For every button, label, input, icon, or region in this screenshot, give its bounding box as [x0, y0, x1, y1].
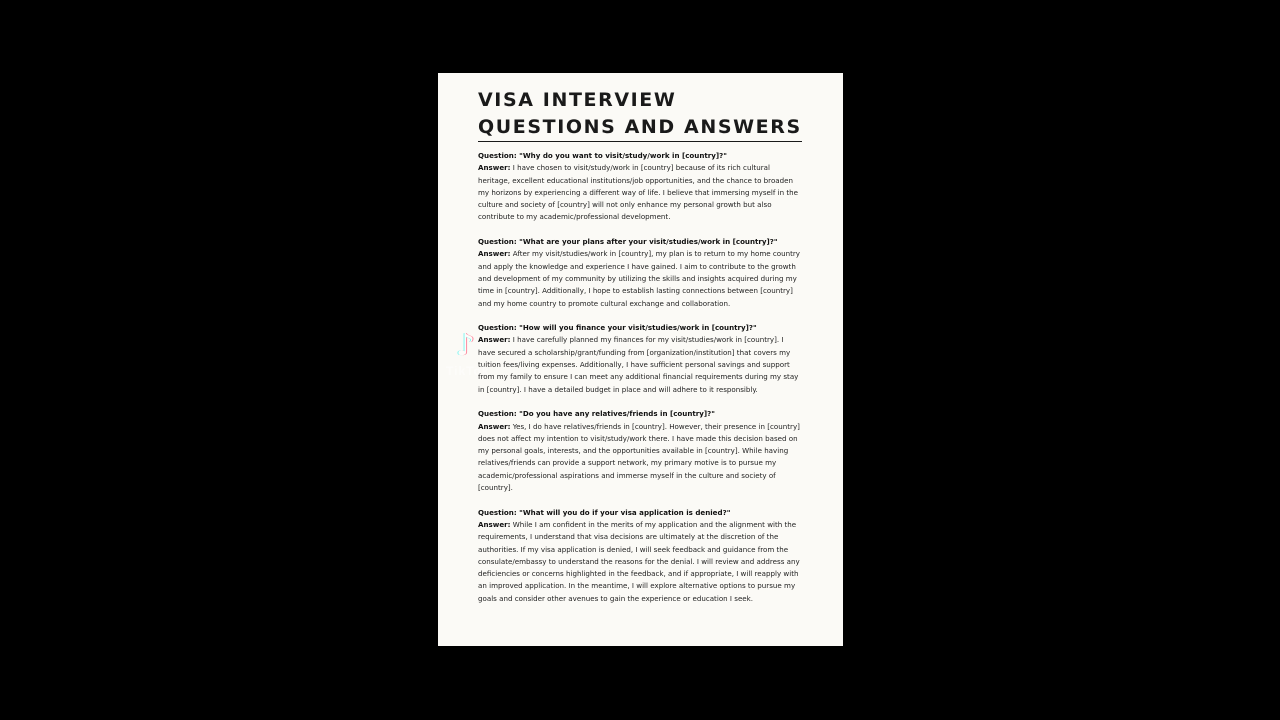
- tiktok-watermark: [446, 328, 506, 388]
- question: Question: "What are your plans after your visit/studies/work in [country]?": [478, 237, 778, 247]
- answer: [478, 248, 803, 309]
- title-line-2: QUESTIONS AND ANSWERS: [478, 116, 802, 138]
- title-line-1: VISA INTERVIEW: [478, 89, 677, 111]
- answer: [478, 334, 803, 395]
- answer-label: Answer:: [478, 163, 511, 173]
- tiktok-logo-icon: ♪: [456, 328, 476, 363]
- qa-item: [478, 236, 803, 310]
- answer: [478, 162, 803, 223]
- answer-text: Yes, I do have relatives/friends in [country]. However, their presence in [country] does not affect my intention to visit/study/work there. I have made this decision based on my personal goals, interests, and the opportunities available in [country]. While having relatives/friends can provide a support network, my primary motive is to pursue my academic/professional aspirations and immerse myself in the culture and society of [country].: [478, 421, 800, 493]
- answer-text: While I am confident in the merits of my application and the alignment with the requirements, I understand that visa decisions are ultimately at the discretion of the authorities. If my visa application is denied, I will seek feedback and guidance from the consulate/embassy to understand the reasons for the denial. I will review and address any deficiencies or concerns highlighted in the feedback, and if appropriate, I will reapply with an improved application. In the meantime, I will explore alternative options to pursue my goals and consider other avenues to gain the experience or education I seek.: [478, 519, 800, 603]
- qa-item: [478, 322, 803, 396]
- question: Question: "Do you have any relatives/friends in [country]?": [478, 409, 715, 419]
- answer-label: Answer:: [478, 519, 511, 529]
- answer: [478, 519, 803, 605]
- qa-list: [478, 150, 803, 605]
- question: Question: "How will you finance your visit/studies/work in [country]?": [478, 323, 757, 333]
- qa-item: [478, 150, 803, 224]
- answer-text: I have carefully planned my finances for my visit/studies/work in [country]. I have secured a scholarship/grant/funding from [organization/institution] that covers my tuition fees/living expenses. Additionally, I have sufficient personal savings and support from my family to ensure I can meet any additional financial requirements during my stay in [country]. I have a detailed budget in place and will adhere to it responsibly.: [478, 335, 799, 394]
- document-title: [478, 87, 802, 142]
- answer-label: Answer:: [478, 249, 511, 259]
- qa-item: [478, 408, 803, 494]
- qa-item: [478, 507, 803, 605]
- watermark-brand: TikTok: [446, 364, 490, 378]
- answer: [478, 421, 803, 495]
- question: Question: "Why do you want to visit/study/work in [country]?": [478, 151, 727, 160]
- question: Question: "What will you do if your visa application is denied?": [478, 507, 731, 517]
- answer-text: After my visit/studies/work in [country], my plan is to return to my home country and apply the knowledge and experience I have gained. I aim to contribute to the growth and development of my community by utilizing the skills and insights acquired during my time in [country]. Additionally, I hope to establish lasting connections between [country] and my home country to promote cultural exchange and collaboration.: [478, 249, 801, 308]
- answer-text: I have chosen to visit/study/work in [country] because of its rich cultural heritage, excellent educational institutions/job opportunities, and the chance to broaden my horizons by experiencing a different way of life. I believe that immersing myself in the culture and society of [country] will not only enhance my personal growth but also contribute to my academic/professional development.: [478, 163, 798, 222]
- answer-label: Answer:: [478, 335, 511, 345]
- answer-label: Answer:: [478, 421, 511, 431]
